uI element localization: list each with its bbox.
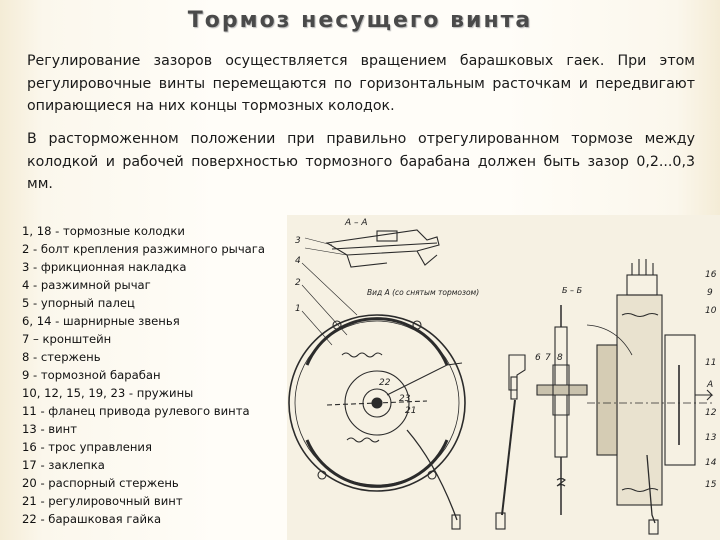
callout-10: 10	[705, 306, 717, 316]
callout-3: 3	[295, 236, 301, 246]
legend-item: 1, 18 - тормозные колодки	[22, 224, 185, 238]
legend-item: 6, 14 - шарнирные звенья	[22, 314, 180, 328]
lever-and-rod	[496, 355, 525, 529]
legend-item: 13 - винт	[22, 422, 78, 436]
callout-22: 22	[379, 378, 391, 388]
callout-1: 1	[295, 304, 301, 314]
legend-item: 2 - болт крепления разжимного рычага	[22, 242, 265, 256]
section-aa-label: А – А	[345, 218, 368, 228]
callout-16: 16	[705, 270, 717, 280]
paragraph-clearance: В расторможенном положении при правильно отрегулированном тормозе между колодкой и рабочей поверхностью тормозного барабана должен быть зазор 0,2...0,3 мм.	[27, 131, 695, 192]
paragraph-adjustment: Регулирование зазоров осуществляется вращением барашковых гаек. При этом регулировочные винты перемещаются по горизонтальным расточкам и передвигают опирающиеся на них концы тормозных колодок.	[27, 53, 695, 114]
parts-legend	[22, 222, 302, 528]
callout-6: 6	[535, 353, 541, 363]
legend-item: 10, 12, 15, 19, 23 - пружины	[22, 386, 194, 400]
callout-12: 12	[705, 408, 717, 418]
legend-item: 16 - трос управления	[22, 440, 152, 454]
callout-7: 7	[545, 353, 551, 363]
callout-11: 11	[705, 358, 717, 368]
legend-item: 7 – кронштейн	[22, 332, 112, 346]
brake-technical-drawing	[287, 215, 720, 540]
legend-item: 22 - барашковая гайка	[22, 512, 162, 526]
callout-13: 13	[705, 433, 717, 443]
brake-side-section	[587, 259, 712, 534]
callout-9: 9	[707, 288, 713, 298]
legend-item: 9 - тормозной барабан	[22, 368, 161, 382]
arrow-a-label: A	[707, 380, 714, 390]
section-bb-label: Б – Б	[562, 286, 583, 295]
section-bb-view	[537, 286, 587, 515]
legend-item: 8 - стержень	[22, 350, 101, 364]
slide-title: Тормоз несущего винта	[187, 8, 533, 33]
legend-item: 17 - заклепка	[22, 458, 105, 472]
brake-drum-front-view	[289, 263, 465, 491]
view-a-label: Вид А (со снятым тормозом)	[367, 288, 480, 297]
legend-item: 21 - регулировочный винт	[22, 494, 183, 508]
callout-2: 2	[295, 278, 301, 288]
legend-item: 11 - фланец привода рулевого винта	[22, 404, 250, 418]
legend-item: 5 - упорный палец	[22, 296, 135, 310]
legend-item: 20 - распорный стержень	[22, 476, 179, 490]
section-aa-view	[305, 218, 439, 267]
callout-23: 23	[399, 394, 411, 404]
callout-8: 8	[557, 353, 563, 363]
callout-14: 14	[705, 458, 717, 468]
callout-4: 4	[295, 256, 301, 266]
drawing-svg	[287, 215, 720, 540]
legend-item: 4 - разжимной рычаг	[22, 278, 151, 292]
legend-item: 3 - фрикционная накладка	[22, 260, 187, 274]
callout-21: 21	[405, 406, 417, 416]
callout-15: 15	[705, 480, 717, 490]
